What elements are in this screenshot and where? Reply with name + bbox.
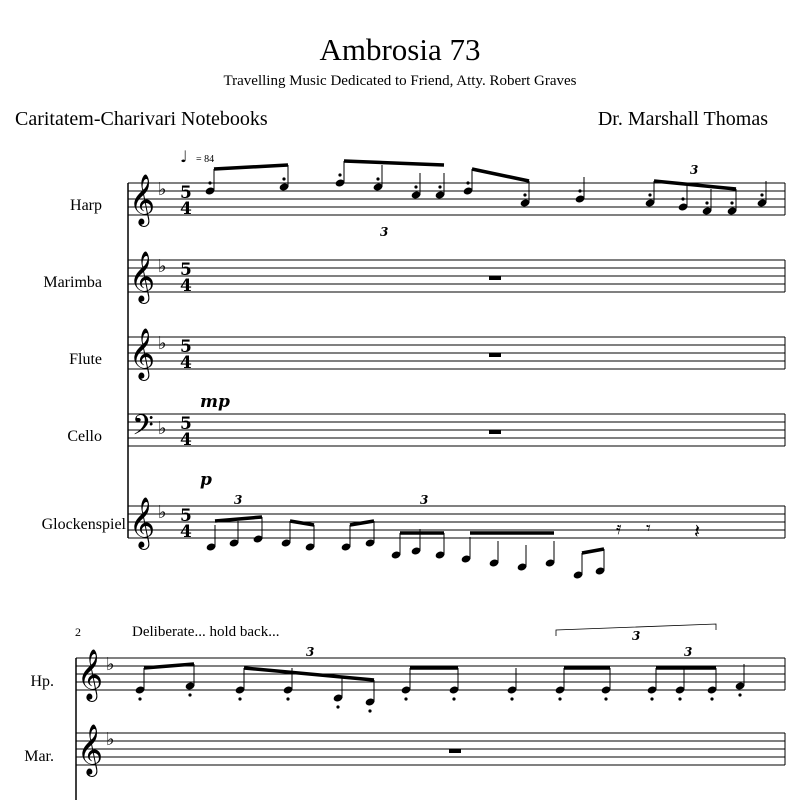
composer-name: Dr. Marshall Thomas — [597, 108, 768, 130]
cello-staff-bass-clef-icon: 𝄢 — [132, 409, 154, 449]
staccato-dot — [414, 185, 417, 188]
staccato-dot — [578, 189, 581, 192]
tuplet-label: 3 — [690, 163, 699, 177]
note-beam — [214, 165, 288, 169]
staccato-dot — [338, 173, 341, 176]
staccato-dot — [730, 201, 733, 204]
glockenspiel-staff-treble-clef-icon: 𝄞 — [129, 497, 156, 548]
note-beam — [654, 181, 736, 189]
harp-staff-treble-clef-icon: 𝄞 — [129, 174, 156, 225]
tuplet-label: 3 — [380, 225, 389, 239]
instrument-label-mar: Mar. — [24, 748, 54, 765]
staccato-dot — [760, 193, 763, 196]
glockenspiel-dynamic: p — [200, 470, 212, 490]
hp-staff-treble-clef-icon: 𝄞 — [77, 649, 104, 700]
harp-staff-flat-icon: ♭ — [158, 179, 167, 200]
staccato-dot — [238, 697, 241, 700]
harp-staff-time-bottom: 4 — [180, 199, 192, 219]
flute-staff-flat-icon: ♭ — [158, 333, 167, 354]
hp-staff-flat-icon: ♭ — [106, 654, 115, 675]
cello-dynamic: mp — [200, 392, 230, 412]
staccato-dot — [208, 181, 211, 184]
staccato-dot — [376, 177, 379, 180]
staccato-dot — [678, 697, 681, 700]
staccato-dot — [738, 693, 741, 696]
measure-number: 2 — [75, 625, 81, 639]
staccato-dot — [452, 697, 455, 700]
staccato-dot — [558, 697, 561, 700]
note-beam — [144, 664, 194, 668]
staccato-dot — [286, 697, 289, 700]
whole-rest — [489, 276, 501, 280]
whole-rest — [489, 430, 501, 434]
tempo-marking: = 84 — [196, 154, 215, 165]
staccato-dot — [648, 193, 651, 196]
mar-staff-flat-icon: ♭ — [106, 729, 115, 750]
staccato-dot — [523, 193, 526, 196]
staccato-dot — [510, 697, 513, 700]
glockenspiel-staff-flat-icon: ♭ — [158, 502, 167, 523]
marimba-staff-treble-clef-icon: 𝄞 — [129, 251, 156, 302]
expression-text: Deliberate... hold back... — [132, 624, 280, 640]
tuplet-label: 3 — [684, 645, 693, 659]
rest-icon: 𝄽 — [694, 519, 701, 543]
flute-staff-treble-clef-icon: 𝄞 — [129, 328, 156, 379]
cello-staff-flat-icon: ♭ — [158, 418, 167, 439]
note-beam — [215, 517, 262, 521]
instrument-label-flute: Flute — [69, 351, 102, 368]
staccato-dot — [705, 201, 708, 204]
tuplet-label: 3 — [632, 629, 641, 643]
staccato-dot — [710, 697, 713, 700]
glockenspiel-staff-time-bottom: 4 — [180, 522, 192, 542]
instrument-label-marimba: Marimba — [43, 274, 102, 291]
staccato-dot — [650, 697, 653, 700]
glockenspiel-staff-time-top: 5 — [180, 506, 192, 526]
staccato-dot — [138, 697, 141, 700]
staccato-dot — [336, 705, 339, 708]
rest-icon: 𝄾 — [646, 518, 651, 539]
staccato-dot — [404, 697, 407, 700]
tuplet-label: 3 — [420, 493, 429, 507]
staccato-dot — [438, 185, 441, 188]
staccato-dot — [466, 181, 469, 184]
note-beam — [582, 549, 604, 553]
marimba-staff-flat-icon: ♭ — [158, 256, 167, 277]
flute-staff-time-bottom: 4 — [180, 353, 192, 373]
tuplet-label: 3 — [234, 493, 243, 507]
instrument-label-cello: Cello — [67, 428, 102, 445]
collection-name: Caritatem-Charivari Notebooks — [15, 108, 268, 130]
staccato-dot — [368, 709, 371, 712]
quarter-note-icon: ♩ — [180, 147, 188, 166]
note-beam — [344, 161, 444, 165]
marimba-staff-time-bottom: 4 — [180, 276, 192, 296]
score-subtitle: Travelling Music Dedicated to Friend, Atty. Robert Graves — [223, 73, 577, 89]
staccato-dot — [282, 177, 285, 180]
cello-staff-time-top: 5 — [180, 414, 192, 434]
instrument-label-hp: Hp. — [30, 673, 54, 690]
instrument-label-glockenspiel: Glockenspiel — [41, 516, 126, 533]
rest-icon: 𝄿 — [616, 518, 622, 539]
staccato-dot — [188, 693, 191, 696]
cello-staff-time-bottom: 4 — [180, 430, 192, 450]
flute-staff-time-top: 5 — [180, 337, 192, 357]
note-beam — [472, 169, 529, 181]
whole-rest — [449, 749, 461, 753]
harp-staff-time-top: 5 — [180, 183, 192, 203]
marimba-staff-time-top: 5 — [180, 260, 192, 280]
whole-rest — [489, 353, 501, 357]
mar-staff-treble-clef-icon: 𝄞 — [77, 724, 104, 775]
instrument-label-harp: Harp — [70, 197, 102, 214]
staccato-dot — [681, 197, 684, 200]
tuplet-label: 3 — [306, 645, 315, 659]
staccato-dot — [604, 697, 607, 700]
score-title: Ambrosia 73 — [319, 32, 481, 67]
